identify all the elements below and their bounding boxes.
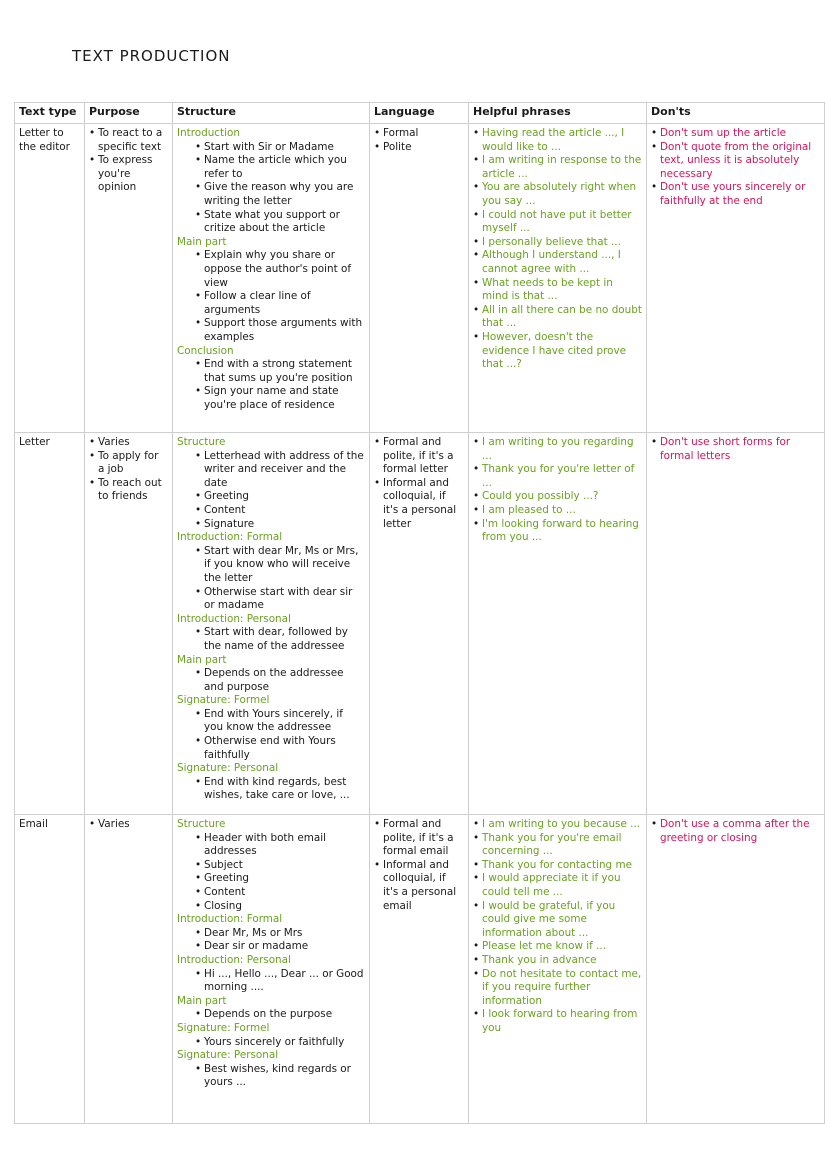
phrase-item: • I am writing in response to the article ... (473, 154, 642, 181)
dont-item: • Don't use yours sincerely or faithfully at the end (651, 181, 820, 208)
donts-cell (647, 433, 825, 815)
phrase-item: • I look forward to hearing from you (473, 1008, 642, 1035)
text-type-cell: Letter to the editor (15, 124, 85, 433)
table-row (15, 433, 825, 815)
phrase-item: • Although I understand ..., I cannot agree with ... (473, 249, 642, 276)
purpose-item: • To apply for a job (89, 450, 168, 477)
language-cell (370, 124, 469, 433)
phrase-item: • You are absolutely right when you say ... (473, 181, 642, 208)
structure-item: • Start with dear Mr, Ms or Mrs, if you know who will receive the letter (177, 545, 365, 586)
phrase-item: • I'm looking forward to hearing from you ... (473, 518, 642, 545)
section-heading: Signature: Personal (177, 762, 279, 775)
dont-item: • Don't use a comma after the greeting or closing (651, 818, 820, 845)
phrase-item: • Please let me know if ... (473, 940, 642, 954)
header-purpose: Purpose (85, 103, 173, 124)
section-heading: Structure (177, 818, 226, 830)
donts-cell (647, 124, 825, 433)
section-heading: Introduction: Personal (177, 612, 291, 625)
structure-item: • Start with dear, followed by the name of the addressee (177, 626, 365, 653)
text-production-table (14, 102, 825, 1124)
text-type-cell: Letter (15, 433, 85, 815)
language-item: • Polite (374, 141, 464, 155)
text-type-cell: Email (15, 815, 85, 1124)
phrase-item: • I could not have put it better myself ... (473, 209, 642, 236)
section-heading: Signature: Personal (177, 1049, 279, 1062)
phrase-item: • Thank you in advance (473, 954, 642, 968)
structure-item: • End with a strong statement that sums up you're position (177, 358, 365, 385)
header-structure: Structure (173, 103, 370, 124)
section-heading: Introduction: Formal (177, 531, 283, 544)
phrase-item: • Having read the article ..., I would like to ... (473, 127, 642, 154)
phrase-item: • I am pleased to ... (473, 504, 642, 518)
header-text-type: Text type (15, 103, 85, 124)
language-item: • Formal and polite, if it's a formal email (374, 818, 464, 859)
language-item: • Formal and polite, if it's a formal letter (374, 436, 464, 477)
section-heading: Structure (177, 436, 226, 448)
structure-item: • Header with both email addresses (177, 832, 365, 859)
header-donts: Don'ts (647, 103, 825, 124)
phrase-item: • I would be grateful, if you could give me some information about ... (473, 900, 642, 941)
purpose-item: • Varies (89, 818, 168, 832)
phrases-cell (469, 815, 647, 1124)
structure-item: • Yours sincerely or faithfully (177, 1036, 365, 1050)
section-heading: Main part (177, 653, 227, 666)
dont-item: • Don't sum up the article (651, 127, 820, 141)
structure-item: • State what you support or critize about the article (177, 209, 365, 236)
phrase-item: • Do not hesitate to contact me, if you require further information (473, 968, 642, 1009)
section-heading: Main part (177, 994, 227, 1007)
section-heading: Conclusion (177, 344, 234, 357)
section-heading: Main part (177, 235, 227, 248)
structure-item: • Otherwise end with Yours faithfully (177, 735, 365, 762)
phrase-item: • I would appreciate it if you could tell me ... (473, 872, 642, 899)
structure-item: • Support those arguments with examples (177, 317, 365, 344)
structure-item: • Subject (177, 859, 365, 873)
header-helpful-phrases: Helpful phrases (469, 103, 647, 124)
phrase-item: • Thank you for you're letter of ... (473, 463, 642, 490)
structure-item: • Otherwise start with dear sir or madame (177, 586, 365, 613)
phrase-item: • Thank you for contacting me (473, 859, 642, 873)
structure-item: • End with Yours sincerely, if you know the addressee (177, 708, 365, 735)
purpose-cell (85, 433, 173, 815)
structure-item: • Greeting (177, 872, 365, 886)
section-heading: Signature: Formel (177, 694, 270, 707)
language-cell (370, 433, 469, 815)
structure-item: • Sign your name and state you're place of residence (177, 385, 365, 412)
phrase-item: • I am writing to you regarding ... (473, 436, 642, 463)
structure-item: • Content (177, 886, 365, 900)
structure-item: • Closing (177, 900, 365, 914)
table-row (15, 815, 825, 1124)
donts-cell (647, 815, 825, 1124)
structure-item: • Name the article which you refer to (177, 154, 365, 181)
structure-item: • Hi ..., Hello ..., Dear ... or Good morning .... (177, 968, 365, 995)
phrases-cell (469, 124, 647, 433)
structure-cell (173, 815, 370, 1124)
section-heading: Introduction (177, 127, 240, 139)
structure-item: • Start with Sir or Madame (177, 141, 365, 155)
phrase-item: • However, doesn't the evidence I have cited prove that ...? (473, 331, 642, 372)
structure-cell (173, 124, 370, 433)
dont-item: • Don't quote from the original text, unless it is absolutely necessary (651, 141, 820, 182)
phrase-item: • I personally believe that ... (473, 236, 642, 250)
structure-item: • Signature (177, 518, 365, 532)
purpose-item: • To react to a specific text (89, 127, 168, 154)
structure-item: • Depends on the purpose (177, 1008, 365, 1022)
phrase-item: • I am writing to you because ... (473, 818, 642, 832)
header-language: Language (370, 103, 469, 124)
language-cell (370, 815, 469, 1124)
language-item: • Informal and colloquial, if it's a personal letter (374, 477, 464, 531)
section-heading: Signature: Formel (177, 1021, 270, 1034)
structure-item: • Dear Mr, Ms or Mrs (177, 927, 365, 941)
purpose-item: • To express you're opinion (89, 154, 168, 195)
structure-item: • Follow a clear line of arguments (177, 290, 365, 317)
structure-item: • Dear sir or madame (177, 940, 365, 954)
structure-item: • Content (177, 504, 365, 518)
structure-item: • Give the reason why you are writing the letter (177, 181, 365, 208)
section-heading: Introduction: Personal (177, 953, 291, 966)
phrase-item: • All in all there can be no doubt that ... (473, 304, 642, 331)
structure-cell (173, 433, 370, 815)
language-item: • Informal and colloquial, if it's a personal email (374, 859, 464, 913)
page-title: TEXT PRODUCTION (72, 47, 231, 65)
table-header-row (15, 103, 825, 124)
structure-item: • End with kind regards, best wishes, take care or love, ... (177, 776, 365, 803)
section-heading: Introduction: Formal (177, 913, 283, 926)
structure-item: • Letterhead with address of the writer and receiver and the date (177, 450, 365, 491)
purpose-item: • To reach out to friends (89, 477, 168, 504)
phrases-cell (469, 433, 647, 815)
phrase-item: • What needs to be kept in mind is that ... (473, 277, 642, 304)
purpose-item: • Varies (89, 436, 168, 450)
purpose-cell (85, 124, 173, 433)
purpose-cell (85, 815, 173, 1124)
structure-item: • Explain why you share or oppose the author's point of view (177, 249, 365, 290)
phrase-item: • Could you possibly ...? (473, 490, 642, 504)
structure-item: • Depends on the addressee and purpose (177, 667, 365, 694)
dont-item: • Don't use short forms for formal letters (651, 436, 820, 463)
language-item: • Formal (374, 127, 464, 141)
structure-item: • Best wishes, kind regards or yours ... (177, 1063, 365, 1090)
structure-item: • Greeting (177, 490, 365, 504)
phrase-item: • Thank you for you're email concerning ... (473, 832, 642, 859)
table-row (15, 124, 825, 433)
